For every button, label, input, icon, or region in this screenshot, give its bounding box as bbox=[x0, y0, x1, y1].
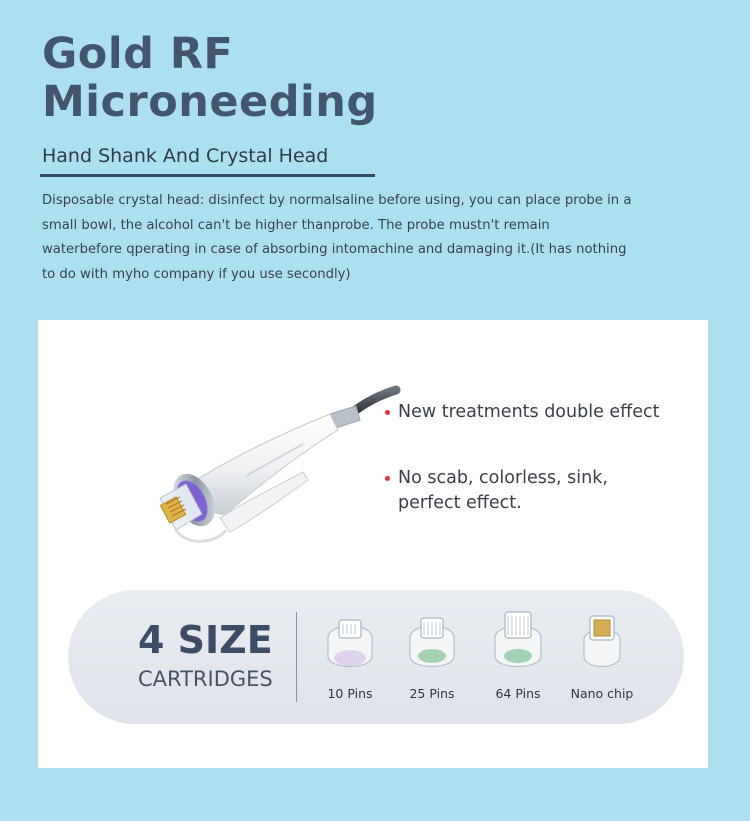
red-dot-icon bbox=[385, 476, 390, 481]
cartridge-label: 10 Pins bbox=[327, 686, 373, 701]
product-description: Disposable crystal head: disinfect by normalsaline before using, you can place probe in a small bowl, the alcohol can't be higher thanprobe. The probe mustn't remain waterbefore qperating in case of absorbing intomachine and damaging it.(It has nothing to do with myho company if you use secondly) bbox=[42, 193, 632, 283]
feature-text-continued: perfect effect. bbox=[398, 493, 522, 513]
cartridge-25-pins-icon bbox=[402, 608, 462, 678]
cartridge-64-pins-icon bbox=[488, 608, 548, 678]
cartridge-item-25-pins bbox=[390, 608, 474, 708]
product-panel bbox=[38, 320, 708, 768]
feature-item bbox=[385, 466, 608, 516]
subtitle-underline bbox=[40, 174, 375, 177]
title-line-1: Gold RF bbox=[42, 29, 234, 79]
cartridge-count-subheading: CARTRIDGES bbox=[138, 667, 273, 691]
feature-text: New treatments double effect bbox=[398, 402, 660, 422]
cartridge-item-nano-chip bbox=[560, 608, 644, 708]
title-line-2: Microneeding bbox=[42, 77, 378, 127]
cartridge-10-pins-icon bbox=[320, 608, 380, 678]
cartridge-nano-chip-icon bbox=[572, 608, 632, 678]
cartridge-item-64-pins bbox=[476, 608, 560, 708]
section-subtitle: Hand Shank And Crystal Head bbox=[42, 145, 329, 167]
handpiece-image bbox=[98, 380, 418, 580]
banner-divider bbox=[296, 612, 297, 702]
cartridge-label: Nano chip bbox=[570, 686, 634, 701]
cartridge-label: 64 Pins bbox=[495, 686, 541, 701]
feature-item bbox=[385, 400, 659, 425]
cartridge-label: 25 Pins bbox=[409, 686, 455, 701]
cartridge-count-heading: 4 SIZE bbox=[138, 618, 273, 662]
feature-text: No scab, colorless, sink, bbox=[398, 468, 608, 488]
red-dot-icon bbox=[385, 410, 390, 415]
cartridge-banner bbox=[68, 590, 684, 724]
page-title bbox=[42, 30, 378, 126]
